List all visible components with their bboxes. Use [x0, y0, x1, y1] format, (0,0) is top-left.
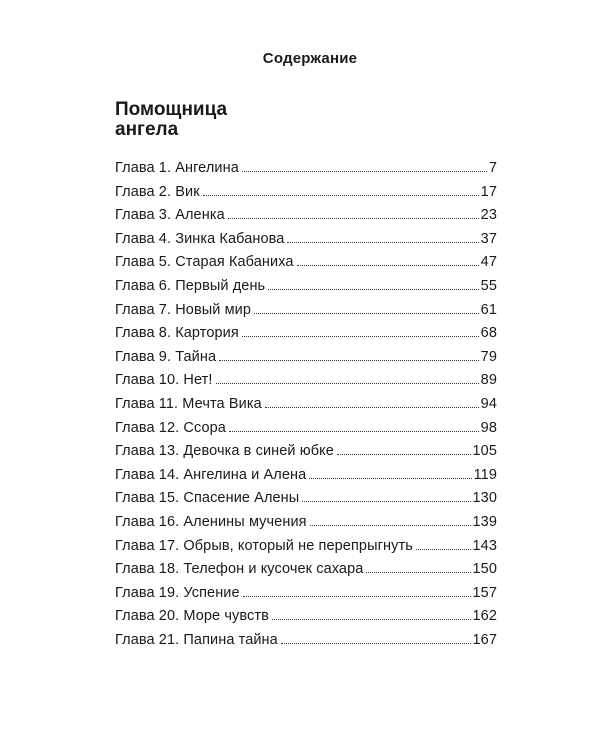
- toc-entry: [115, 514, 497, 538]
- toc-entry: [115, 278, 497, 302]
- chapter-title: Глава 18. Телефон и кусочек сахара: [115, 561, 364, 578]
- dot-leader: [229, 431, 479, 432]
- book-title-line: ангела: [115, 119, 179, 140]
- toc-entry: [115, 325, 497, 349]
- chapter-title: Глава 5. Старая Кабаниха: [115, 254, 294, 271]
- page-number: 89: [480, 372, 497, 389]
- toc-entry: [115, 160, 497, 184]
- page-number: 61: [480, 301, 497, 318]
- chapter-title: Глава 16. Аленины мучения: [115, 513, 307, 530]
- toc-entry: [115, 467, 497, 491]
- book-title-line: Помощница: [115, 99, 228, 120]
- dot-leader: [254, 313, 479, 314]
- page-number: 119: [473, 466, 497, 483]
- page-number: 79: [480, 348, 497, 365]
- page-number: 143: [472, 537, 497, 554]
- dot-leader: [309, 478, 471, 479]
- chapter-title: Глава 21. Папина тайна: [115, 631, 278, 648]
- chapter-title: Глава 14. Ангелина и Алена: [115, 466, 307, 483]
- toc-entry: [115, 396, 497, 420]
- dot-leader: [265, 407, 479, 408]
- toc-entry: [115, 538, 497, 562]
- chapter-title: Глава 20. Море чувств: [115, 608, 269, 625]
- dot-leader: [203, 195, 479, 196]
- page-number: 157: [472, 584, 497, 601]
- toc-entry: [115, 561, 497, 585]
- dot-leader: [366, 572, 470, 573]
- page-number: 7: [488, 160, 497, 176]
- page-number: 23: [480, 207, 497, 224]
- page-number: 105: [472, 443, 497, 460]
- chapter-title: Глава 11. Мечта Вика: [115, 395, 262, 412]
- page-number: 68: [480, 325, 497, 342]
- toc-entry: [115, 231, 497, 255]
- toc-entry: [115, 443, 497, 467]
- chapter-title: Глава 12. Ссора: [115, 419, 226, 436]
- page-number: 94: [480, 395, 497, 412]
- book-title: [115, 100, 415, 140]
- dot-leader: [216, 383, 479, 384]
- page-number: 55: [480, 277, 497, 294]
- toc-entry: [115, 372, 497, 396]
- toc-entry: [115, 302, 497, 326]
- page-number: 98: [480, 419, 497, 436]
- chapter-title: Глава 19. Успение: [115, 584, 240, 601]
- toc-entry: [115, 254, 497, 278]
- dot-leader: [243, 596, 471, 597]
- page-number: 167: [472, 631, 497, 648]
- dot-leader: [337, 454, 471, 455]
- chapter-title: Глава 13. Девочка в синей юбке: [115, 443, 334, 460]
- toc-entry: [115, 420, 497, 444]
- chapter-title: Глава 10. Нет!: [115, 372, 213, 389]
- page-number: 37: [480, 230, 497, 247]
- dot-leader: [228, 218, 479, 219]
- dot-leader: [219, 360, 478, 361]
- toc-entry: [115, 349, 497, 373]
- page-number: 130: [472, 490, 497, 507]
- toc-entry: [115, 632, 497, 656]
- dot-leader: [272, 619, 471, 620]
- chapter-title: Глава 9. Тайна: [115, 348, 217, 365]
- chapter-title: Глава 4. Зинка Кабанова: [115, 230, 285, 247]
- dot-leader: [302, 501, 470, 502]
- chapter-title: Глава 8. Картория: [115, 325, 239, 342]
- page-number: 150: [472, 561, 497, 578]
- chapter-title: Глава 6. Первый день: [115, 277, 266, 294]
- page-number: 139: [472, 513, 497, 530]
- dot-leader: [242, 336, 479, 337]
- page-title: Содержание: [262, 50, 358, 67]
- toc-entry: [115, 207, 497, 231]
- toc-entry: [115, 585, 497, 609]
- dot-leader: [287, 242, 478, 243]
- page-number: 47: [480, 254, 497, 271]
- chapter-title: Глава 1. Ангелина: [115, 160, 239, 176]
- page-number: 162: [472, 608, 497, 625]
- dot-leader: [281, 643, 471, 644]
- toc-entry: [115, 184, 497, 208]
- toc-entry: [115, 608, 497, 632]
- chapter-title: Глава 15. Спасение Алены: [115, 490, 300, 507]
- chapter-title: Глава 2. Вик: [115, 183, 200, 200]
- page-number: 17: [480, 183, 497, 200]
- chapter-title: Глава 3. Аленка: [115, 207, 225, 224]
- chapter-title: Глава 17. Обрыв, который не перепрыгнуть: [115, 537, 413, 554]
- dot-leader: [268, 289, 478, 290]
- dot-leader: [297, 265, 479, 266]
- dot-leader: [416, 549, 471, 550]
- table-of-contents: [115, 160, 497, 655]
- dot-leader: [242, 171, 487, 172]
- dot-leader: [310, 525, 471, 526]
- toc-entry: [115, 490, 497, 514]
- chapter-title: Глава 7. Новый мир: [115, 301, 252, 318]
